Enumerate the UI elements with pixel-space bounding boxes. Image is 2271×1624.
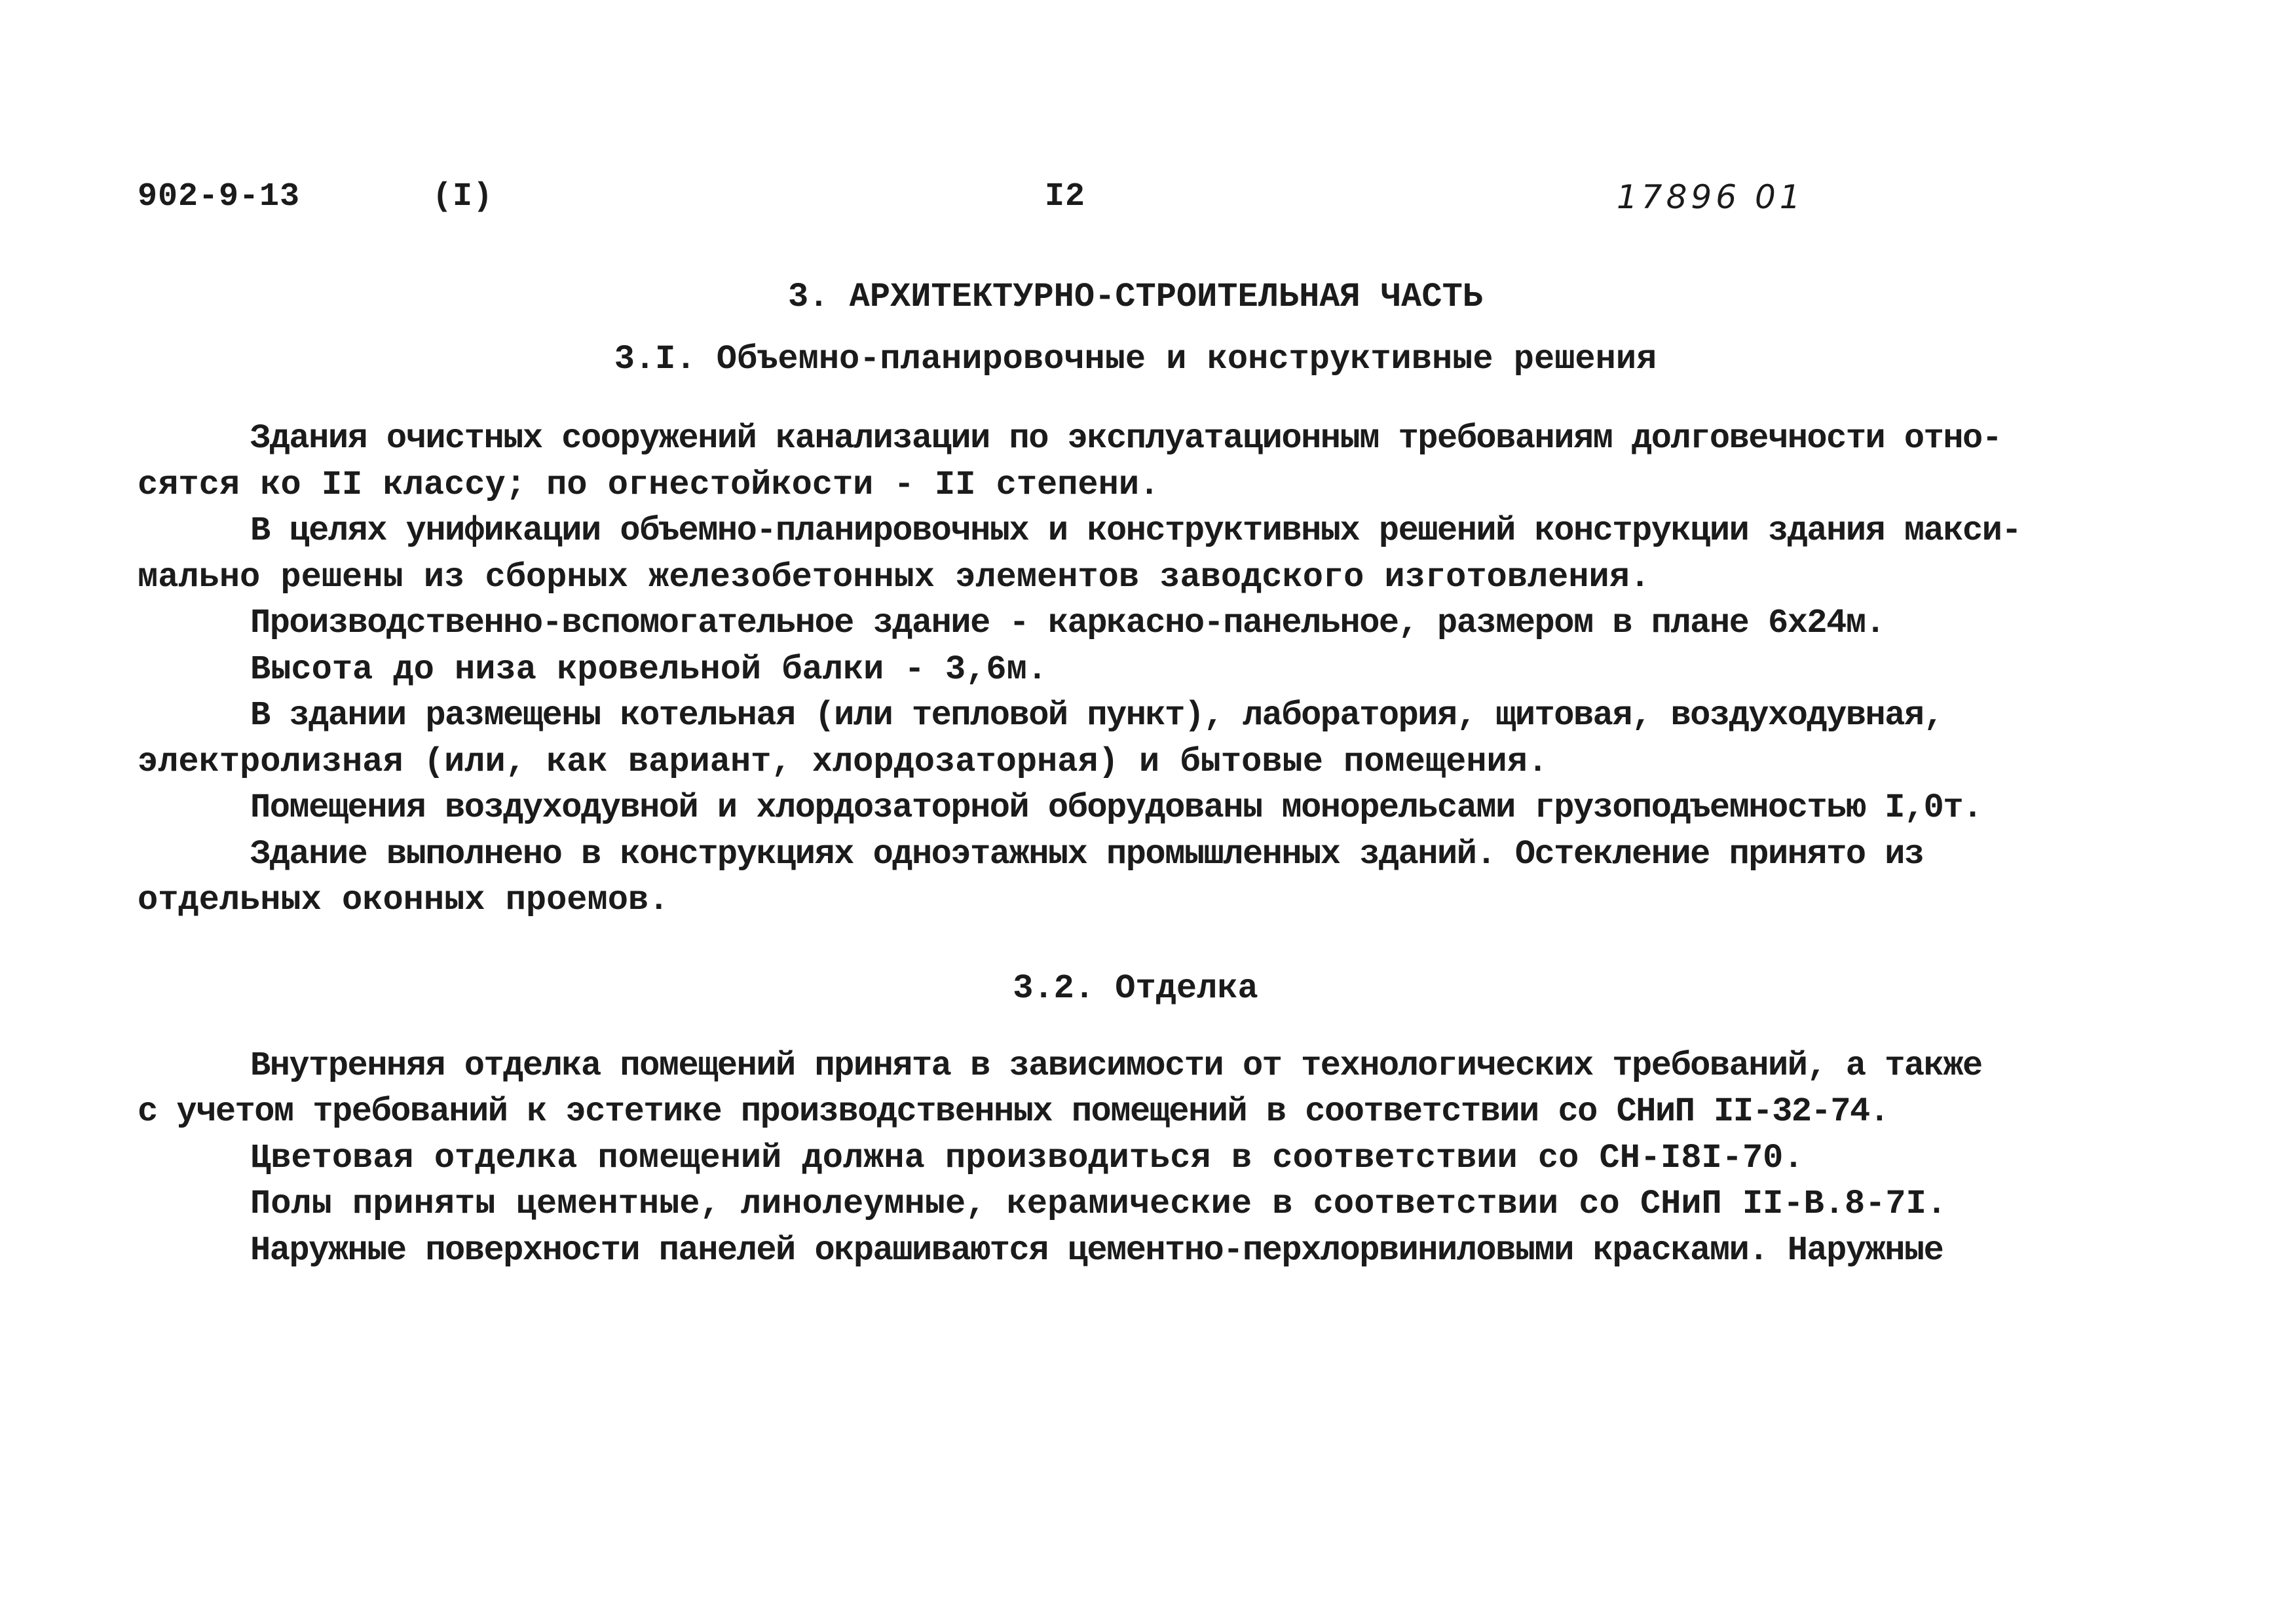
paragraph-line: Здания очистных сооружений канализации по эксплуатационным требованиям долговечности отно- xyxy=(250,419,2002,458)
paragraph-line: Помещения воздуходувной и хлордозаторной оборудованы монорельсами грузоподъемностью I,0т. xyxy=(250,788,1982,827)
subsection-title: 3.I. Объемно-планировочные и конструктивные решения xyxy=(614,340,1657,378)
part-number: (I) xyxy=(432,178,494,215)
paragraph-line: Полы приняты цементные, линолеумные, керамические в соответствии со СНиП II-В.8-7I. xyxy=(250,1185,1947,1223)
section-title: 3. АРХИТЕКТУРНО-СТРОИТЕЛЬНАЯ ЧАСТЬ xyxy=(788,278,1483,316)
paragraph-line: Здание выполнено в конструкциях одноэтажных промышленных зданий. Остекление принято из xyxy=(250,835,1924,874)
paragraph-line: Высота до низа кровельной балки - 3,6м. xyxy=(250,650,1047,689)
paragraph-line: Цветовая отделка помещений должна производиться в соответствии со СН-I8I-70. xyxy=(250,1139,1804,1177)
inventory-number: 17896 01 xyxy=(1617,178,1805,216)
paragraph-line: сятся ко II классу; по огнестойкости - II степени. xyxy=(138,466,1160,504)
document-code: 902-9-13 xyxy=(138,178,301,215)
paragraph-line: В здании размещены котельная (или тепловой пункт), лаборатория, щитовая, воздуходувная, xyxy=(250,696,1943,735)
paragraph-line: с учетом требований к эстетике производственных помещений в соответствии со СНиП II-32-74. xyxy=(138,1092,1889,1131)
paragraph-line: отдельных оконных проемов. xyxy=(138,881,669,919)
paragraph-line: Внутренняя отделка помещений принята в зависимости от технологических требований, а также xyxy=(250,1046,1982,1085)
paragraph-line: В целях унификации объемно-планировочных и конструктивных решений конструкции здания макси- xyxy=(250,511,2021,550)
subsection-title: 3.2. Отделка xyxy=(1013,969,1258,1008)
paragraph-line: Производственно-вспомогательное здание - каркасно-панельное, размером в плане 6х24м. xyxy=(250,604,1885,642)
paragraph-line: мально решены из сборных железобетонных элементов заводского изготовления. xyxy=(138,558,1651,597)
paragraph-line: электролизная (или, как вариант, хлордозаторная) и бытовые помещения. xyxy=(138,743,1548,781)
page-number: I2 xyxy=(1045,178,1086,215)
paragraph-line: Наружные поверхности панелей окрашиваются цементно-перхлорвиниловыми красками. Наружные xyxy=(250,1231,1943,1270)
